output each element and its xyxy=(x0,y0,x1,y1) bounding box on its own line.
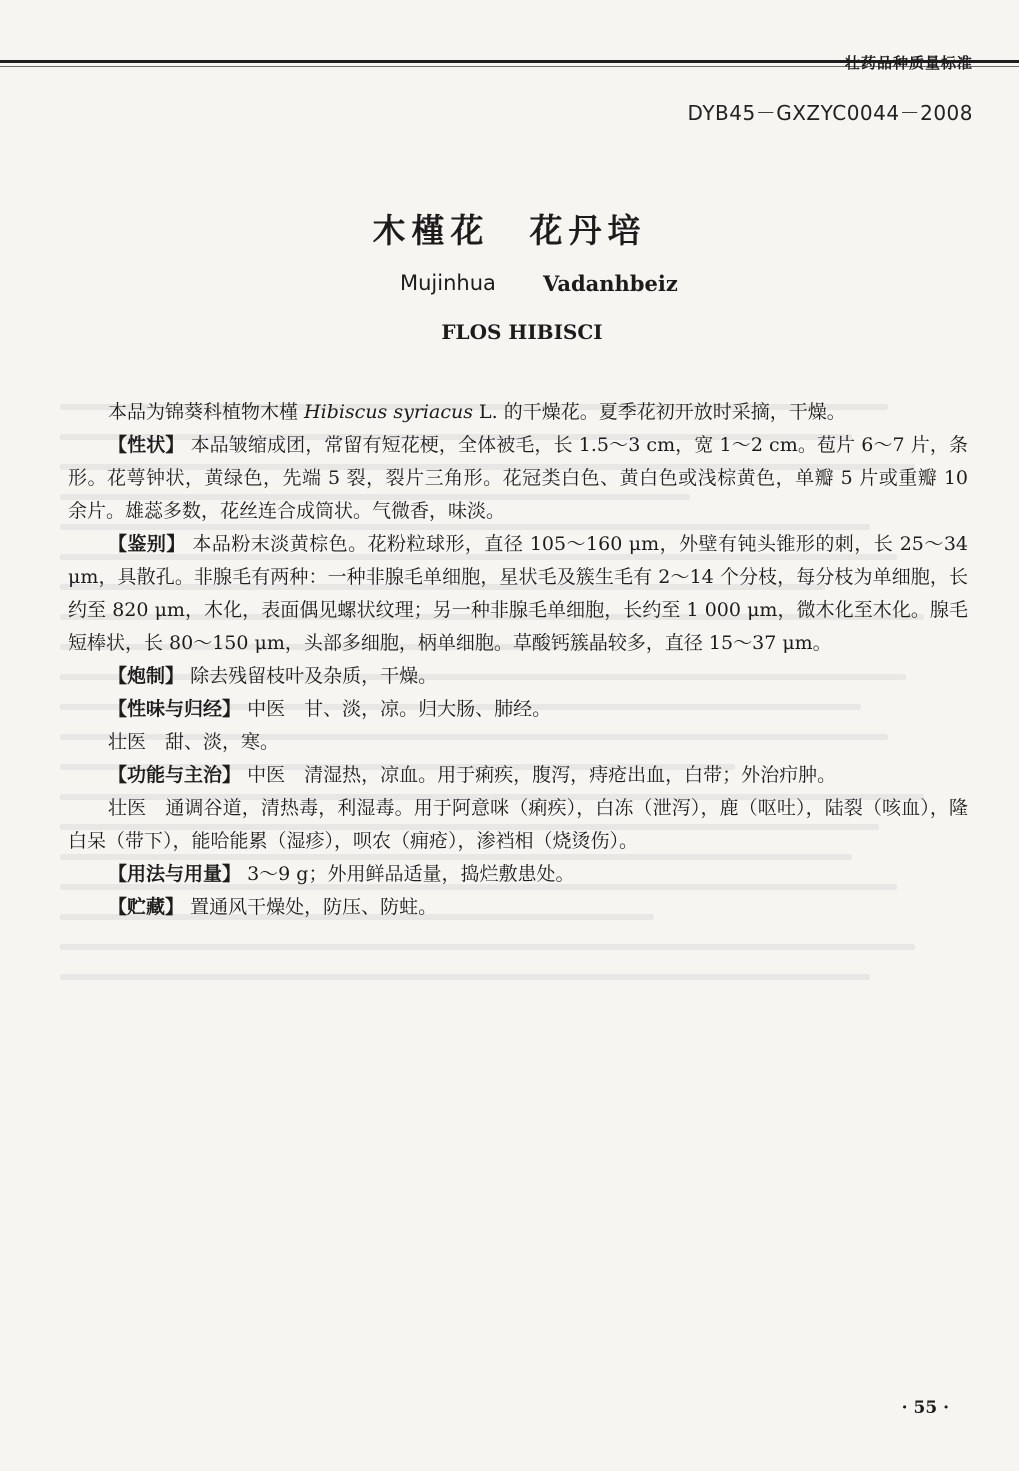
zhuang-name: 花丹培 xyxy=(529,211,647,250)
species-name: Hibiscus syriacus xyxy=(304,401,473,423)
standard-code: DYB45－GXZYC0044－2008 xyxy=(687,101,973,125)
page-title xyxy=(0,205,1019,252)
section-label: 【炮制】 xyxy=(108,665,185,687)
zhuang-pinyin-name: Vadanhbeiz xyxy=(543,271,678,296)
intro-text-b: L. 的干燥花。夏季花初开放时采摘，干燥。 xyxy=(472,401,846,423)
section-storage xyxy=(68,891,968,924)
section-function xyxy=(68,759,968,792)
section-text: 清湿热，凉血。用于痢疾，腹泻，痔疮出血，白带；外治疖肿。 xyxy=(304,764,837,786)
section-function-zhuang xyxy=(68,792,968,858)
intro-text-a: 本品为锦葵科植物木槿 xyxy=(108,401,305,423)
document-body xyxy=(68,396,968,924)
zhuang-tag: 壮医 xyxy=(108,797,147,819)
section-text: 通调谷道，清热毒，利湿毒。用于阿意咪（痢疾），白冻（泄泻），鹿（呕吐），陆裂（咳血），隆白呆（带下），能哈能累（湿疹），呗农（痈疮），渗裆相（烧烫伤）。 xyxy=(68,797,968,852)
section-character xyxy=(68,429,968,528)
section-nature-zhuang xyxy=(68,726,968,759)
section-text: 本品粉末淡黄棕色。花粉粒球形，直径 105～160 μm，外壁有钝头锥形的刺，长 25～34 μm，具散孔。非腺毛有两种：一种非腺毛单细胞，星状毛及簇生毛有 2～14 个分枝，每分枝为单细胞，长约至 820 μm，木化，表面偶见螺状纹理；另一种非腺毛单细胞，长约至 1 000 μm，微木化至木化。腺毛短棒状，长 80～150 μm，头部多细胞，柄单细胞。草酸钙簇晶较多，直径 15～37 μm。 xyxy=(68,533,968,654)
section-text: 3～9 g；外用鲜品适量，捣烂敷患处。 xyxy=(247,863,575,885)
section-label: 【用法与用量】 xyxy=(108,863,242,885)
section-identification xyxy=(68,528,968,660)
section-processing xyxy=(68,660,968,693)
latin-name: FLOS HIBISCI xyxy=(441,320,603,344)
section-label: 【功能与主治】 xyxy=(108,764,242,786)
intro-paragraph xyxy=(68,396,968,429)
chinese-name: 木槿花 xyxy=(372,211,490,250)
section-label: 【性味与归经】 xyxy=(108,698,242,720)
page-number: · 55 · xyxy=(901,1398,949,1418)
section-text: 本品皱缩成团，常留有短花梗，全体被毛，长 1.5～3 cm，宽 1～2 cm。苞片 6～7 片，条形。花萼钟状，黄绿色，先端 5 裂，裂片三角形。花冠类白色、黄白色或浅棕黄色，单瓣 5 片或重瓣 10 余片。雄蕊多数，花丝连合成筒状。气微香，味淡。 xyxy=(68,434,968,522)
series-title: 壮药品种质量标准 xyxy=(844,54,973,72)
section-text: 除去残留枝叶及杂质，干燥。 xyxy=(190,665,438,687)
section-text: 置通风干燥处，防压、防蛀。 xyxy=(190,896,438,918)
section-text: 甜、淡，寒。 xyxy=(165,731,280,753)
pinyin-name: Mujinhua xyxy=(400,271,496,295)
zhuang-tag: 壮医 xyxy=(108,731,147,753)
section-label: 【贮藏】 xyxy=(108,896,185,918)
section-label: 【鉴别】 xyxy=(108,533,186,555)
tcm-tag: 中医 xyxy=(247,764,286,786)
section-nature xyxy=(68,693,968,726)
tcm-tag: 中医 xyxy=(247,698,286,720)
section-text: 甘、淡，凉。归大肠、肺经。 xyxy=(304,698,552,720)
section-usage xyxy=(68,858,968,891)
section-label: 【性状】 xyxy=(108,434,185,456)
